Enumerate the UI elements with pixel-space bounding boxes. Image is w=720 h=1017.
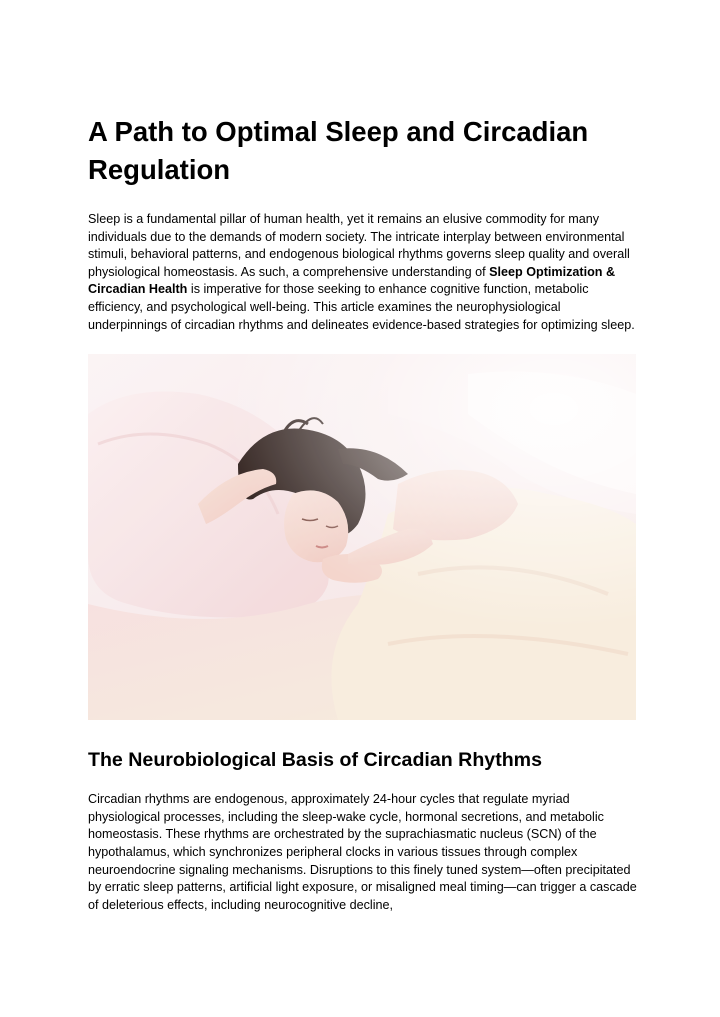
section-paragraph: Circadian rhythms are endogenous, approximately 24-hour cycles that regulate myriad physiological processes, including the sleep-wake cycle, hormonal secretions, and metabolic homeostasis. These rhythms are orchestrated by the suprachiasmatic nucleus (SCN) of the hypothalamus, which synchronizes peripheral clocks in various tissues through complex neuroendocrine signaling mechanisms. Disruptions to this finely tuned system—often precipitated by erratic sleep patterns, artificial light exposure, or misaligned meal timing—can trigger a cascade of deleterious effects, including neurocognitive decline, xyxy=(88,792,637,912)
photo-woman-sleeping-in-white-bed-icon xyxy=(88,354,636,720)
document-page xyxy=(88,113,638,914)
intro-bold-phrase: Sleep Optimization & Circadian Health xyxy=(88,264,616,297)
intro-text-after: is imperative for those seeking to enhance cognitive function, metabolic efficiency, and psychological well-being. This article examines the neurophysiological underpinnings of circadian rhythms and delineates evidence-based strategies for optimizing sleep. xyxy=(88,282,635,332)
section-heading: The Neurobiological Basis of Circadian Rhythms xyxy=(88,749,543,772)
intro-paragraph xyxy=(88,211,638,334)
sleeping-woman-photo xyxy=(88,354,636,720)
intro-text-before: Sleep is a fundamental pillar of human health, yet it remains an elusive commodity for many individuals due to the demands of modern society. The intricate interplay between environmental stimuli, behavioral patterns, and endogenous biological rhythms governs sleep quality and overall physiological homeostasis. As such, a comprehensive understanding of xyxy=(88,212,630,279)
page-title: A Path to Optimal Sleep and Circadian Regulation xyxy=(88,116,589,185)
